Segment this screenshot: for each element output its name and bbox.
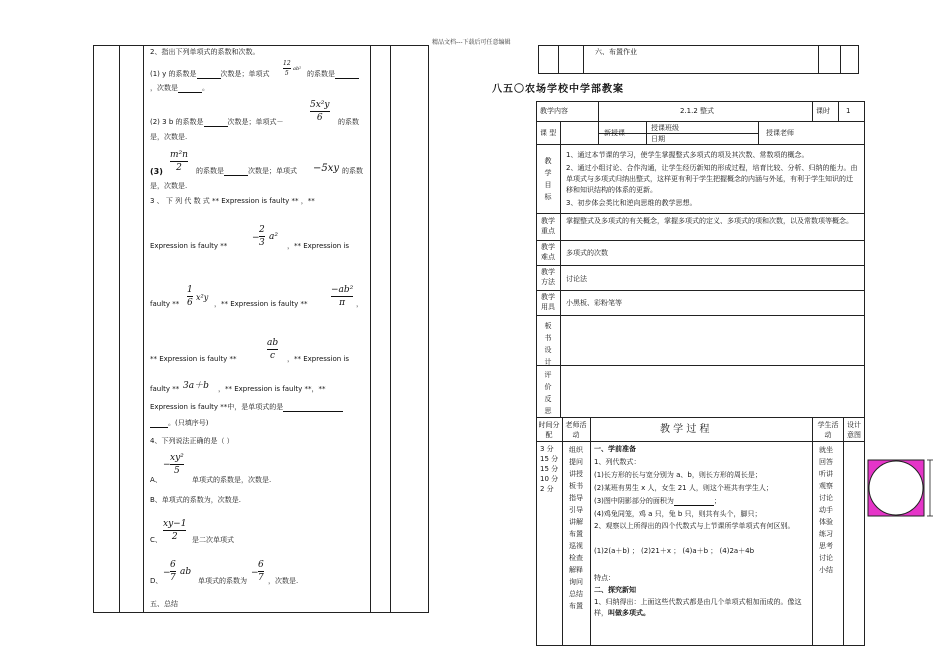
blank [150,420,168,428]
q2-1-b: 次数是；单项式 [220,70,270,78]
q3-line1b: ，** Expression is [287,242,350,250]
p2-1: 1、归纳得出：上面这些代数式都是由几个单项式相加而成的。像这样， [594,598,802,617]
key-label: 教学重点 [541,217,555,235]
diff-value: 多项式的次数 [566,249,608,257]
q4-a-sign: − [163,460,171,470]
q4-a-text: 单项式的系数是，次数是. [192,476,272,484]
q2-3-expr: −5xy [313,163,340,174]
q2-3-label: (3) [150,167,163,176]
q2-1-c-line [307,70,359,79]
q2-1-a: (1) y 的系数是 [150,70,197,78]
q2-title: 2、指出下列单项式的系数和次数。 [150,48,260,56]
q3-line2: faulty ** [150,300,180,308]
q4-d-text2: ，次数是. [268,577,299,585]
key-value: 掌握整式及多项式的有关概念，掌握多项式的定义、多项式的项和次数，以及常数项等概念。 [566,217,853,225]
board-label: 板书设计 [544,322,552,366]
shaded-area-figure [866,458,946,520]
q2-1-line [150,70,270,79]
time-label: 时间分配 [538,421,560,439]
blank [335,71,359,79]
q3-line4-expr: 3a＋b [183,381,209,391]
student-acts-column: 就坐回答听讲观察讨论动手体验练习思考讨论小结 [819,446,833,574]
frac-num: 1 [187,285,193,295]
p2-1-bold: 叫做多项式。 [608,609,650,617]
frac-den: 7 [170,573,176,583]
q2-1-fraction [283,60,291,77]
type-label: 课 型 [540,129,557,137]
method-value: 讨论法 [566,275,587,283]
blank [204,119,228,127]
q3-fraction-2 [187,285,193,308]
q3-fraction-3 [331,285,353,308]
p1-1-4: (4)鸡兔同笼，鸡 a 只，兔 b 只，则共有头个，脚只； [594,510,762,518]
teach-content-label: 教学内容 [540,107,568,115]
q2-1-d-line: ，次数是 。 [150,84,209,92]
p1-exprs: (1)2(a＋b) ； (2)21＋x ； (4)a＋b ； (4)2a＋4b [594,547,755,555]
p1-1: 1、列代数式： [594,458,641,466]
q2-1-c: 的系数是 [307,70,335,78]
q2-3-a: 的系数是 [196,167,224,175]
frac-num: m²n [170,150,188,160]
goal-2: 2、通过小组讨论、合作沟通，让学生经历新知的形成过程，培育比较、分析、归纳的能力。由单项式与多项式归纳出整式，这样更有利于学生把握概念的内涵与外延，有利于学生知识的迁移和知识结构的体系的更新。 [566,164,858,194]
q2-2-c: 的系数 [338,118,359,126]
q2-3-d: 是，次数是. [150,182,188,190]
frac-num: 6 [258,560,264,570]
blank [224,168,248,176]
q3-line1: Expression is faulty ** [150,242,228,250]
q4-d-sign-1: − [163,568,171,578]
q3-line6-text: 。(只填序号) [168,419,209,427]
class-label: 授课班级 [651,124,679,132]
q4-d-sign-2: − [251,568,259,578]
design-label: 设计意图 [847,421,861,439]
teacher-act-label: 老师活动 [565,421,587,439]
q2-1-var: ab² [293,66,302,72]
q4-a-fraction [170,453,184,476]
frac-num: −ab² [331,285,354,295]
q2-3-fraction [170,150,188,173]
q3-frac1-sign: − [252,233,260,243]
p1-1-2: (2)某班有男生 x 人，女生 21 人，则这个班共有学生人； [594,484,773,492]
goal-3: 3、初步体会类比和逆向思维的教学思想。 [566,199,697,207]
teacher-label: 授课老师 [766,129,794,137]
p1-1-3: (3)图中阴影部分的面积为 [594,497,674,505]
inscribed-circle [869,461,923,515]
frac-num: 2 [259,225,265,235]
q2-2-b: 次数是；单项式－ [227,118,284,126]
frac-den: 6 [316,113,323,123]
q5-summary: 五、总结 [150,600,178,608]
p1-1-3-line: (3)图中阴影部分的面积为 ； [594,497,721,505]
q3-fraction-1 [259,225,265,248]
q3-line2c: ， [356,300,363,308]
tools-value: 小黑板、彩粉笔等 [566,299,622,307]
q4-title: 4、下列说法正确的是（ ） [150,437,234,445]
q2-2-fraction [310,100,330,123]
frac-den: c [270,351,276,361]
p1-title: 一、学前准备 [594,445,636,453]
q4-c-label: C、 [150,536,162,544]
teacher-acts-column: 组织提问讲授板书指导引导讲解布置巡视检查解释询问总结布置 [569,446,583,610]
frac-num: 6 [170,560,176,570]
q4-b: B、单项式的系数为，次数是. [150,496,242,504]
q3-line2b: ，** Expression is faulty ** [214,300,308,308]
frac-den: 2 [171,532,178,542]
q3-frac2-var: x²y [196,293,209,302]
q3-line3: ** Expression is faulty ** [150,355,237,363]
p2-1-block [594,597,808,619]
blank [178,85,202,93]
school-title: 八五〇农场学校中学部教案 [492,84,624,95]
frac-den: 2 [176,163,182,173]
q3-fraction-4 [267,338,278,361]
frac-num: 12 [283,60,291,67]
q4-a-label: A、 [150,476,162,484]
q2-3-c: 的系数 [342,167,363,175]
frac-num: 5x²y [310,100,330,110]
q2-3-line [196,167,297,176]
blank [674,498,714,506]
q2-2-a: (2) 3 b 的系数是 [150,118,204,126]
blank [283,404,343,412]
hours-label: 课时 [816,107,830,115]
frac-den: 5 [284,70,289,77]
q4-c-text: 是二次单项式 [192,536,234,544]
diff-label: 教学难点 [541,243,555,261]
header-note: 精品文档---下载后可任意编辑 [432,39,511,46]
teach-content-value: 2.1.2 整式 [680,107,715,115]
frac-den: 6 [187,298,193,308]
frac-den: 7 [258,573,264,583]
q3-line4: faulty ** [150,385,180,393]
process-label: 教 学 过 程 [660,424,710,435]
p2-title: 二、探究新知 [594,586,636,594]
q2-2-line [150,118,284,127]
tools-label: 教学用具 [541,293,555,311]
frac-num: xy−1 [163,519,187,529]
q3-frac1-var: a² [269,232,278,242]
frac-den: π [339,298,346,308]
q4-c-fraction [163,519,186,542]
blank [197,71,221,79]
q3-line6 [150,419,208,428]
q4-d-frac1-var: ab [180,567,192,577]
student-act-label: 学生活动 [817,421,839,439]
p1-feature: 特点： [594,574,615,582]
eval-label: 评价反思 [544,371,552,415]
q3-line5 [150,403,343,412]
frac-num: xy² [170,453,184,463]
goal-label: 教学目标 [544,157,552,201]
q4-d-fraction-1 [170,560,176,583]
goal-1: 1、通过本节课的学习，使学生掌握整式多项式的项及其次数、常数项的概念。 [566,151,809,159]
p1-2: 2、观察以上所得出的四个代数式与上节课所学单项式有何区别。 [594,522,795,530]
hours-value: 1 [846,107,851,115]
q2-1-d: ，次数是 [150,84,178,92]
q3-line3b: ，** Expression is [287,355,350,363]
p1-1-1: (1)长方形的长与宽分别为 a、b，则长方形的周长是； [594,471,762,479]
homework-item: 六、布置作业 [595,48,637,56]
q4-d-text: 单项式的系数为 [198,577,247,585]
type-value: 新授课 [604,129,625,137]
shaded-area-figure-svg [866,458,946,520]
frac-den: 5 [174,466,180,476]
q3-title: 3 、 下 列 代 数 式 ** Expression is faulty ** ，** [150,197,315,205]
date-label: 日期 [651,135,665,143]
q3-line4b: ，** Expression is faulty **，** [218,385,326,393]
method-label: 教学方法 [541,268,555,286]
q2-3-b: 次数是；单项式 [248,167,297,175]
frac-num: ab [267,338,279,348]
frac-den: 3 [259,238,265,248]
time-column: 3 分 15 分 15 分 10 分 2 分 [540,445,559,493]
q3-line5-text: Expression is faulty **中，是单项式的是 [150,403,284,411]
q2-2-d: 是，次数是. [150,133,188,141]
q4-d-fraction-2 [258,560,264,583]
q4-d-label: D、 [150,577,163,585]
